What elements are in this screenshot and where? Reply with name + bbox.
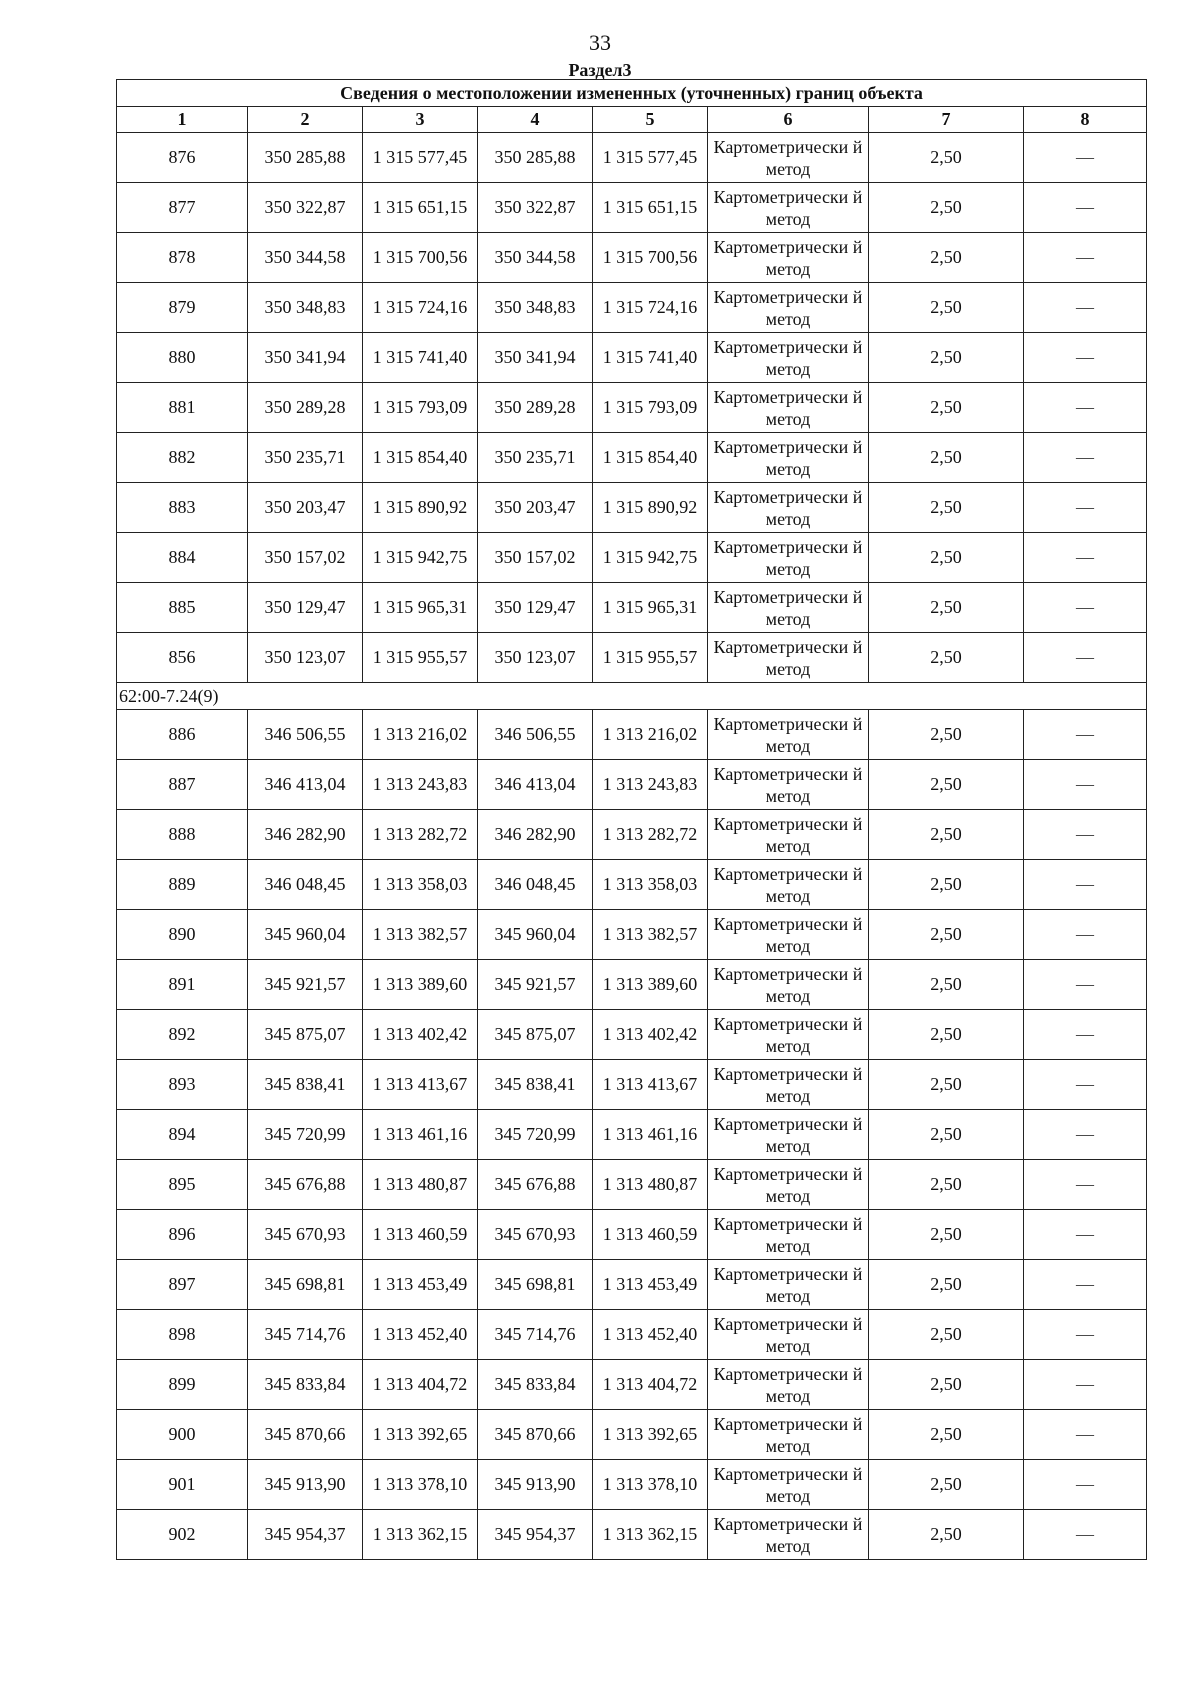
point-number-cell: 883 — [117, 483, 248, 533]
accuracy-cell: 2,50 — [869, 1010, 1024, 1060]
y-existing-cell: 1 315 724,16 — [363, 283, 478, 333]
y-existing-cell: 1 315 651,15 — [363, 183, 478, 233]
table-row — [117, 910, 1147, 960]
group-label-row — [117, 683, 1147, 710]
table-row — [117, 710, 1147, 760]
method-cell: Картометрически й метод — [708, 233, 869, 283]
y-existing-cell: 1 315 854,40 — [363, 433, 478, 483]
accuracy-cell: 2,50 — [869, 710, 1024, 760]
accuracy-cell: 2,50 — [869, 1310, 1024, 1360]
table-row — [117, 533, 1147, 583]
y-refined-cell: 1 313 392,65 — [593, 1410, 708, 1460]
x-refined-cell: 350 322,87 — [478, 183, 593, 233]
y-existing-cell: 1 313 402,42 — [363, 1010, 478, 1060]
y-existing-cell: 1 313 392,65 — [363, 1410, 478, 1460]
y-refined-cell: 1 315 651,15 — [593, 183, 708, 233]
y-existing-cell: 1 313 243,83 — [363, 760, 478, 810]
x-refined-cell: 350 235,71 — [478, 433, 593, 483]
column-header: 5 — [593, 107, 708, 133]
table-caption-row — [117, 80, 1147, 107]
method-cell: Картометрически й метод — [708, 1160, 869, 1210]
method-cell: Картометрически й метод — [708, 910, 869, 960]
accuracy-cell: 2,50 — [869, 910, 1024, 960]
x-existing-cell: 350 123,07 — [248, 633, 363, 683]
y-existing-cell: 1 313 382,57 — [363, 910, 478, 960]
group-label: 62:00-7.24(9) — [117, 683, 1147, 710]
y-existing-cell: 1 313 378,10 — [363, 1460, 478, 1510]
y-existing-cell: 1 315 741,40 — [363, 333, 478, 383]
description-cell: — — [1024, 1210, 1147, 1260]
y-existing-cell: 1 313 362,15 — [363, 1510, 478, 1560]
table-row — [117, 1510, 1147, 1560]
x-existing-cell: 345 875,07 — [248, 1010, 363, 1060]
point-number-cell: 856 — [117, 633, 248, 683]
point-number-cell: 876 — [117, 133, 248, 183]
x-existing-cell: 350 203,47 — [248, 483, 363, 533]
method-cell: Картометрически й метод — [708, 810, 869, 860]
coordinates-table — [116, 79, 1147, 1560]
accuracy-cell: 2,50 — [869, 233, 1024, 283]
table-row — [117, 333, 1147, 383]
x-refined-cell: 345 720,99 — [478, 1110, 593, 1160]
x-existing-cell: 345 838,41 — [248, 1060, 363, 1110]
point-number-cell: 900 — [117, 1410, 248, 1460]
column-header: 1 — [117, 107, 248, 133]
description-cell: — — [1024, 1410, 1147, 1460]
table-caption: Сведения о местоположении измененных (уточненных) границ объекта — [117, 80, 1147, 107]
y-refined-cell: 1 315 965,31 — [593, 583, 708, 633]
y-refined-cell: 1 313 413,67 — [593, 1060, 708, 1110]
x-existing-cell: 350 157,02 — [248, 533, 363, 583]
y-existing-cell: 1 315 965,31 — [363, 583, 478, 633]
x-refined-cell: 345 833,84 — [478, 1360, 593, 1410]
description-cell: — — [1024, 860, 1147, 910]
description-cell: — — [1024, 760, 1147, 810]
x-existing-cell: 346 413,04 — [248, 760, 363, 810]
x-existing-cell: 345 913,90 — [248, 1460, 363, 1510]
description-cell: — — [1024, 433, 1147, 483]
point-number-cell: 895 — [117, 1160, 248, 1210]
table-row — [117, 633, 1147, 683]
table-row — [117, 1160, 1147, 1210]
x-existing-cell: 346 282,90 — [248, 810, 363, 860]
y-refined-cell: 1 313 453,49 — [593, 1260, 708, 1310]
description-cell: — — [1024, 233, 1147, 283]
y-refined-cell: 1 315 890,92 — [593, 483, 708, 533]
y-refined-cell: 1 315 793,09 — [593, 383, 708, 433]
accuracy-cell: 2,50 — [869, 633, 1024, 683]
description-cell: — — [1024, 333, 1147, 383]
y-existing-cell: 1 315 890,92 — [363, 483, 478, 533]
x-refined-cell: 345 954,37 — [478, 1510, 593, 1560]
x-refined-cell: 345 921,57 — [478, 960, 593, 1010]
accuracy-cell: 2,50 — [869, 583, 1024, 633]
method-cell: Картометрически й метод — [708, 1060, 869, 1110]
x-refined-cell: 345 838,41 — [478, 1060, 593, 1110]
table-row — [117, 1210, 1147, 1260]
description-cell: — — [1024, 583, 1147, 633]
method-cell: Картометрически й метод — [708, 633, 869, 683]
accuracy-cell: 2,50 — [869, 1060, 1024, 1110]
y-refined-cell: 1 313 216,02 — [593, 710, 708, 760]
point-number-cell: 899 — [117, 1360, 248, 1410]
x-existing-cell: 350 348,83 — [248, 283, 363, 333]
y-existing-cell: 1 315 577,45 — [363, 133, 478, 183]
table-row — [117, 1010, 1147, 1060]
description-cell: — — [1024, 133, 1147, 183]
table-row — [117, 760, 1147, 810]
description-cell: — — [1024, 960, 1147, 1010]
accuracy-cell: 2,50 — [869, 533, 1024, 583]
x-refined-cell: 345 670,93 — [478, 1210, 593, 1260]
accuracy-cell: 2,50 — [869, 810, 1024, 860]
x-refined-cell: 346 282,90 — [478, 810, 593, 860]
table-row — [117, 483, 1147, 533]
description-cell: — — [1024, 483, 1147, 533]
point-number-cell: 886 — [117, 710, 248, 760]
description-cell: — — [1024, 1010, 1147, 1060]
table-row — [117, 960, 1147, 1010]
method-cell: Картометрически й метод — [708, 533, 869, 583]
description-cell: — — [1024, 1260, 1147, 1310]
y-existing-cell: 1 313 282,72 — [363, 810, 478, 860]
x-refined-cell: 345 698,81 — [478, 1260, 593, 1310]
column-header: 3 — [363, 107, 478, 133]
table-row — [117, 860, 1147, 910]
method-cell: Картометрически й метод — [708, 1210, 869, 1260]
y-existing-cell: 1 313 452,40 — [363, 1310, 478, 1360]
method-cell: Картометрически й метод — [708, 383, 869, 433]
y-refined-cell: 1 313 461,16 — [593, 1110, 708, 1160]
x-existing-cell: 345 833,84 — [248, 1360, 363, 1410]
x-existing-cell: 346 506,55 — [248, 710, 363, 760]
column-header: 6 — [708, 107, 869, 133]
y-refined-cell: 1 313 389,60 — [593, 960, 708, 1010]
table-row — [117, 1460, 1147, 1510]
method-cell: Картометрически й метод — [708, 283, 869, 333]
table-row — [117, 383, 1147, 433]
y-existing-cell: 1 313 404,72 — [363, 1360, 478, 1410]
point-number-cell: 902 — [117, 1510, 248, 1560]
x-refined-cell: 350 123,07 — [478, 633, 593, 683]
point-number-cell: 889 — [117, 860, 248, 910]
point-number-cell: 884 — [117, 533, 248, 583]
x-existing-cell: 350 129,47 — [248, 583, 363, 633]
table-row — [117, 583, 1147, 633]
x-refined-cell: 350 203,47 — [478, 483, 593, 533]
accuracy-cell: 2,50 — [869, 333, 1024, 383]
point-number-cell: 880 — [117, 333, 248, 383]
method-cell: Картометрически й метод — [708, 183, 869, 233]
method-cell: Картометрически й метод — [708, 433, 869, 483]
x-refined-cell: 345 870,66 — [478, 1410, 593, 1460]
section-title: Раздел3 — [568, 60, 632, 80]
method-cell: Картометрически й метод — [708, 1110, 869, 1160]
x-refined-cell: 345 676,88 — [478, 1160, 593, 1210]
description-cell: — — [1024, 1310, 1147, 1360]
table-row — [117, 1110, 1147, 1160]
x-refined-cell: 346 048,45 — [478, 860, 593, 910]
y-refined-cell: 1 313 282,72 — [593, 810, 708, 860]
accuracy-cell: 2,50 — [869, 183, 1024, 233]
point-number-cell: 892 — [117, 1010, 248, 1060]
column-header: 8 — [1024, 107, 1147, 133]
description-cell: — — [1024, 533, 1147, 583]
y-existing-cell: 1 315 942,75 — [363, 533, 478, 583]
x-existing-cell: 345 720,99 — [248, 1110, 363, 1160]
x-existing-cell: 350 341,94 — [248, 333, 363, 383]
column-header: 7 — [869, 107, 1024, 133]
point-number-cell: 901 — [117, 1460, 248, 1510]
column-header: 4 — [478, 107, 593, 133]
point-number-cell: 890 — [117, 910, 248, 960]
x-existing-cell: 350 235,71 — [248, 433, 363, 483]
table-row — [117, 1410, 1147, 1460]
accuracy-cell: 2,50 — [869, 960, 1024, 1010]
point-number-cell: 897 — [117, 1260, 248, 1310]
y-refined-cell: 1 313 358,03 — [593, 860, 708, 910]
table-row — [117, 1360, 1147, 1410]
x-existing-cell: 350 289,28 — [248, 383, 363, 433]
point-number-cell: 881 — [117, 383, 248, 433]
x-existing-cell: 345 714,76 — [248, 1310, 363, 1360]
x-refined-cell: 350 289,28 — [478, 383, 593, 433]
x-refined-cell: 350 157,02 — [478, 533, 593, 583]
y-existing-cell: 1 313 453,49 — [363, 1260, 478, 1310]
y-existing-cell: 1 313 389,60 — [363, 960, 478, 1010]
x-refined-cell: 346 506,55 — [478, 710, 593, 760]
method-cell: Картометрически й метод — [708, 1460, 869, 1510]
accuracy-cell: 2,50 — [869, 383, 1024, 433]
x-refined-cell: 345 714,76 — [478, 1310, 593, 1360]
column-header: 2 — [248, 107, 363, 133]
description-cell: — — [1024, 1060, 1147, 1110]
table-row — [117, 283, 1147, 333]
accuracy-cell: 2,50 — [869, 1110, 1024, 1160]
table-row — [117, 433, 1147, 483]
method-cell: Картометрически й метод — [708, 860, 869, 910]
method-cell: Картометрически й метод — [708, 1360, 869, 1410]
description-cell: — — [1024, 1510, 1147, 1560]
x-existing-cell: 345 954,37 — [248, 1510, 363, 1560]
y-refined-cell: 1 315 942,75 — [593, 533, 708, 583]
page-number: 33 — [589, 30, 611, 55]
y-refined-cell: 1 315 854,40 — [593, 433, 708, 483]
description-cell: — — [1024, 910, 1147, 960]
y-refined-cell: 1 313 452,40 — [593, 1310, 708, 1360]
point-number-cell: 879 — [117, 283, 248, 333]
table-row — [117, 1260, 1147, 1310]
point-number-cell: 891 — [117, 960, 248, 1010]
point-number-cell: 882 — [117, 433, 248, 483]
y-existing-cell: 1 313 461,16 — [363, 1110, 478, 1160]
y-refined-cell: 1 315 741,40 — [593, 333, 708, 383]
y-refined-cell: 1 313 460,59 — [593, 1210, 708, 1260]
table-header-row — [117, 107, 1147, 133]
x-existing-cell: 345 676,88 — [248, 1160, 363, 1210]
y-existing-cell: 1 315 793,09 — [363, 383, 478, 433]
x-existing-cell: 350 344,58 — [248, 233, 363, 283]
description-cell: — — [1024, 383, 1147, 433]
accuracy-cell: 2,50 — [869, 1510, 1024, 1560]
description-cell: — — [1024, 633, 1147, 683]
point-number-cell: 888 — [117, 810, 248, 860]
method-cell: Картометрически й метод — [708, 1510, 869, 1560]
table-row — [117, 183, 1147, 233]
y-refined-cell: 1 313 404,72 — [593, 1360, 708, 1410]
y-refined-cell: 1 313 382,57 — [593, 910, 708, 960]
table-body — [117, 80, 1147, 1560]
accuracy-cell: 2,50 — [869, 283, 1024, 333]
y-existing-cell: 1 315 700,56 — [363, 233, 478, 283]
table-row — [117, 233, 1147, 283]
y-existing-cell: 1 315 955,57 — [363, 633, 478, 683]
y-existing-cell: 1 313 413,67 — [363, 1060, 478, 1110]
x-existing-cell: 345 921,57 — [248, 960, 363, 1010]
method-cell: Картометрически й метод — [708, 1410, 869, 1460]
method-cell: Картометрически й метод — [708, 1010, 869, 1060]
accuracy-cell: 2,50 — [869, 1460, 1024, 1510]
y-refined-cell: 1 315 724,16 — [593, 283, 708, 333]
point-number-cell: 885 — [117, 583, 248, 633]
x-refined-cell: 350 348,83 — [478, 283, 593, 333]
x-existing-cell: 346 048,45 — [248, 860, 363, 910]
description-cell: — — [1024, 283, 1147, 333]
method-cell: Картометрически й метод — [708, 333, 869, 383]
accuracy-cell: 2,50 — [869, 1360, 1024, 1410]
point-number-cell: 898 — [117, 1310, 248, 1360]
method-cell: Картометрически й метод — [708, 1260, 869, 1310]
y-refined-cell: 1 313 402,42 — [593, 1010, 708, 1060]
method-cell: Картометрически й метод — [708, 133, 869, 183]
accuracy-cell: 2,50 — [869, 760, 1024, 810]
description-cell: — — [1024, 1160, 1147, 1210]
x-existing-cell: 345 698,81 — [248, 1260, 363, 1310]
method-cell: Картометрически й метод — [708, 483, 869, 533]
y-refined-cell: 1 315 577,45 — [593, 133, 708, 183]
x-existing-cell: 350 285,88 — [248, 133, 363, 183]
y-refined-cell: 1 315 700,56 — [593, 233, 708, 283]
x-refined-cell: 350 129,47 — [478, 583, 593, 633]
x-refined-cell: 345 875,07 — [478, 1010, 593, 1060]
accuracy-cell: 2,50 — [869, 1410, 1024, 1460]
y-refined-cell: 1 313 378,10 — [593, 1460, 708, 1510]
method-cell: Картометрически й метод — [708, 710, 869, 760]
accuracy-cell: 2,50 — [869, 1210, 1024, 1260]
method-cell: Картометрически й метод — [708, 960, 869, 1010]
y-existing-cell: 1 313 358,03 — [363, 860, 478, 910]
description-cell: — — [1024, 1360, 1147, 1410]
y-refined-cell: 1 313 243,83 — [593, 760, 708, 810]
x-refined-cell: 350 344,58 — [478, 233, 593, 283]
accuracy-cell: 2,50 — [869, 1160, 1024, 1210]
x-refined-cell: 350 341,94 — [478, 333, 593, 383]
x-existing-cell: 345 960,04 — [248, 910, 363, 960]
method-cell: Картометрически й метод — [708, 1310, 869, 1360]
y-refined-cell: 1 315 955,57 — [593, 633, 708, 683]
y-existing-cell: 1 313 216,02 — [363, 710, 478, 760]
point-number-cell: 878 — [117, 233, 248, 283]
method-cell: Картометрически й метод — [708, 760, 869, 810]
table-row — [117, 810, 1147, 860]
y-refined-cell: 1 313 362,15 — [593, 1510, 708, 1560]
description-cell: — — [1024, 1460, 1147, 1510]
table-row — [117, 1060, 1147, 1110]
accuracy-cell: 2,50 — [869, 133, 1024, 183]
accuracy-cell: 2,50 — [869, 483, 1024, 533]
x-existing-cell: 345 870,66 — [248, 1410, 363, 1460]
y-existing-cell: 1 313 460,59 — [363, 1210, 478, 1260]
x-refined-cell: 350 285,88 — [478, 133, 593, 183]
description-cell: — — [1024, 183, 1147, 233]
x-existing-cell: 345 670,93 — [248, 1210, 363, 1260]
accuracy-cell: 2,50 — [869, 433, 1024, 483]
point-number-cell: 893 — [117, 1060, 248, 1110]
x-refined-cell: 345 913,90 — [478, 1460, 593, 1510]
accuracy-cell: 2,50 — [869, 860, 1024, 910]
table-row — [117, 1310, 1147, 1360]
description-cell: — — [1024, 810, 1147, 860]
point-number-cell: 887 — [117, 760, 248, 810]
description-cell: — — [1024, 1110, 1147, 1160]
method-cell: Картометрически й метод — [708, 583, 869, 633]
description-cell: — — [1024, 710, 1147, 760]
x-refined-cell: 345 960,04 — [478, 910, 593, 960]
accuracy-cell: 2,50 — [869, 1260, 1024, 1310]
point-number-cell: 896 — [117, 1210, 248, 1260]
point-number-cell: 877 — [117, 183, 248, 233]
y-refined-cell: 1 313 480,87 — [593, 1160, 708, 1210]
y-existing-cell: 1 313 480,87 — [363, 1160, 478, 1210]
point-number-cell: 894 — [117, 1110, 248, 1160]
x-refined-cell: 346 413,04 — [478, 760, 593, 810]
table-row — [117, 133, 1147, 183]
x-existing-cell: 350 322,87 — [248, 183, 363, 233]
